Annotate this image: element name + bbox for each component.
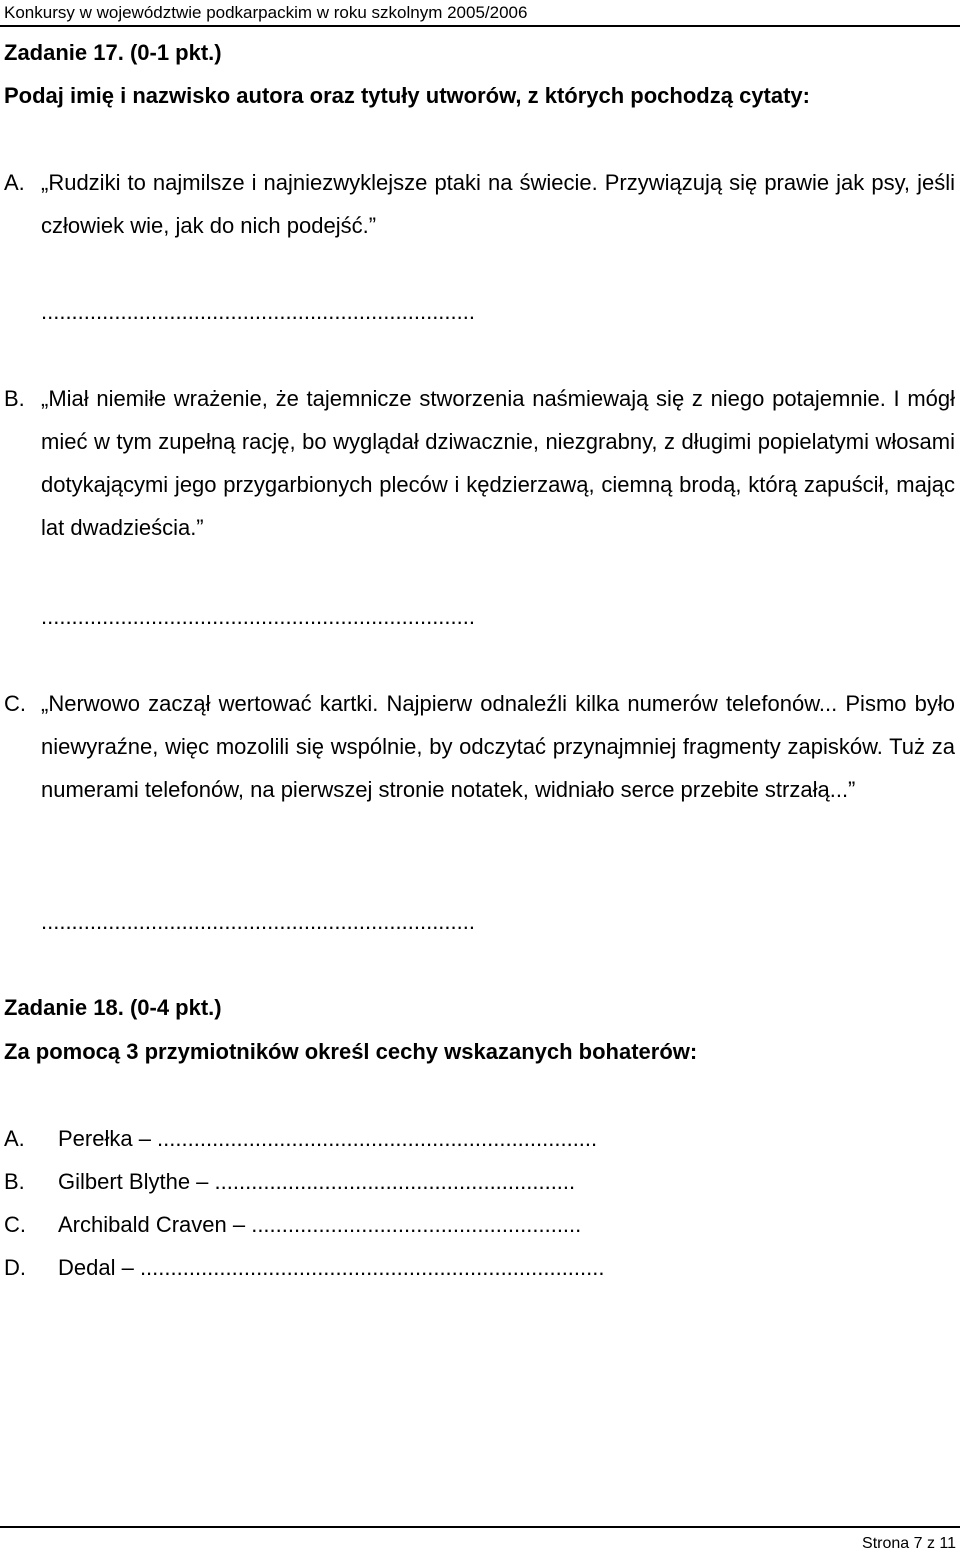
hero-c-text[interactable]: Archibald Craven – ...................................................... <box>58 1212 582 1237</box>
hero-b-letter: B. <box>4 1169 25 1194</box>
quote-a-text: „Rudziki to najmilsze i najniezwyklejsze ptaki na świecie. Przywiązują się prawie jak psy, jeśli człowiek wie, jak do nich podejść.” <box>41 170 955 238</box>
hero-row-a <box>4 1126 597 1152</box>
quote-b-answer-line[interactable]: ....................................................................... <box>41 604 475 629</box>
hero-a-text[interactable]: Perełka – ........................................................................ <box>58 1126 598 1151</box>
hero-row-b <box>4 1169 575 1195</box>
hero-row-d <box>4 1255 604 1281</box>
quote-a-answer-line[interactable]: ....................................................................... <box>41 299 475 324</box>
page-header <box>0 0 960 28</box>
hero-row-c <box>4 1212 581 1238</box>
task18-title: Zadanie 18. (0-4 pkt.) <box>4 995 222 1020</box>
hero-b-text[interactable]: Gilbert Blythe – ........................................................... <box>58 1169 576 1194</box>
quote-c-answer-line[interactable]: ....................................................................... <box>41 909 475 934</box>
hero-d-text[interactable]: Dedal – ............................................................................ <box>58 1255 605 1280</box>
footer-divider <box>0 1526 960 1528</box>
hero-c-letter: C. <box>4 1212 26 1237</box>
header-divider <box>0 25 960 27</box>
hero-d-letter: D. <box>4 1255 26 1280</box>
quote-c-text: „Nerwowo zaczął wertować kartki. Najpierw odnaleźli kilka numerów telefonów... Pismo było niewyraźne, więc mozolili się wspólnie, by odczytać przynajmniej fragmenty zapisków. Tuż za numerami telefonów, na pierwszej stronie notatek, widniało serce przebite strzałą...” <box>41 691 955 802</box>
page-number: Strona 7 z 11 <box>862 1535 956 1552</box>
task17-instruction: Podaj imię i nazwisko autora oraz tytuły utworów, z których pochodzą cytaty: <box>4 83 810 108</box>
quote-b-letter: B. <box>4 386 25 411</box>
quote-a-letter: A. <box>4 170 25 195</box>
header-title: Konkursy w województwie podkarpackim w roku szkolnym 2005/2006 <box>4 3 528 22</box>
task18-instruction: Za pomocą 3 przymiotników określ cechy wskazanych bohaterów: <box>4 1039 698 1064</box>
hero-a-letter: A. <box>4 1126 25 1151</box>
quote-c-letter: C. <box>4 691 26 716</box>
task17-title: Zadanie 17. (0-1 pkt.) <box>4 40 222 65</box>
quote-b-text: „Miał niemiłe wrażenie, że tajemnicze stworzenia naśmiewają się z niego potajemnie. I mógł mieć w tym zupełną rację, bo wyglądał dziwacznie, niezgrabny, z długimi popielatymi włosami dotykającymi jego przygarbionych pleców i kędzierzawą, ciemną brodą, którą zapuścił, mając lat dwadzieścia.” <box>41 386 955 540</box>
